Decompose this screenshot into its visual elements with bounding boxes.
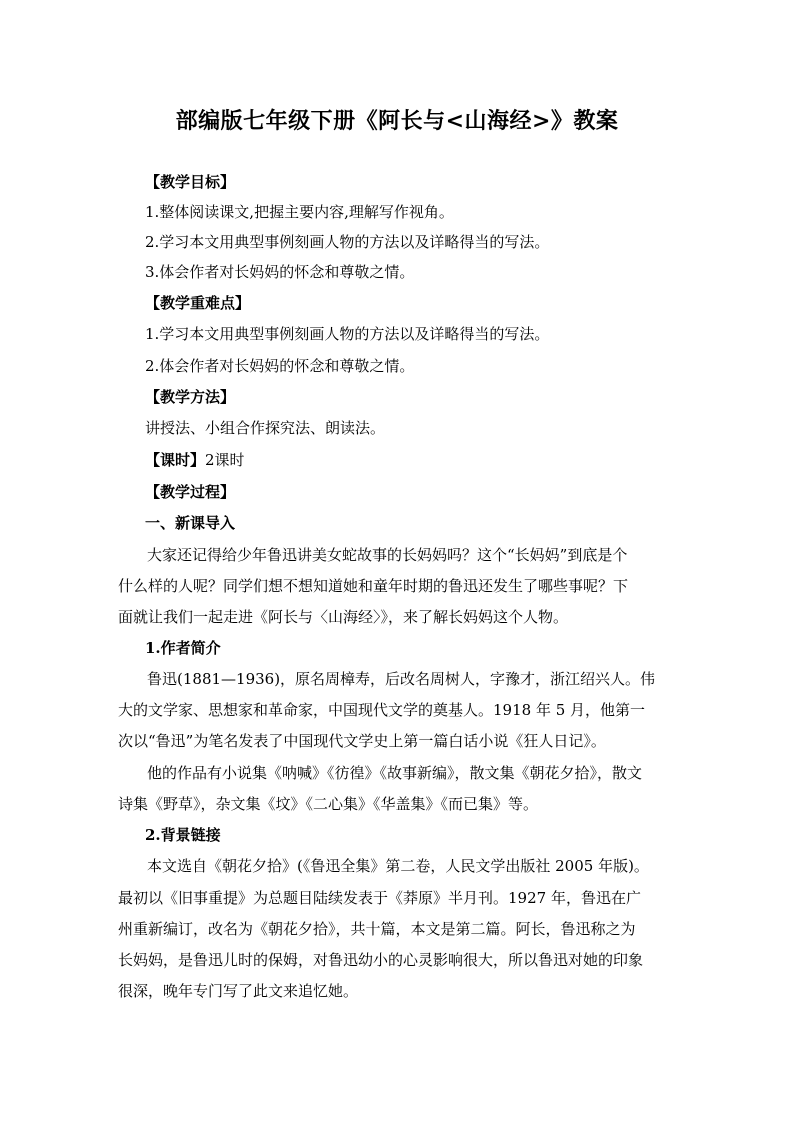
heading-teaching-goals: 【教学目标】: [145, 173, 236, 191]
hours-value: 2课时: [205, 451, 245, 469]
section-author-intro: 1.作者简介: [145, 639, 221, 657]
hours-label: 【课时】: [145, 451, 206, 469]
paragraph-intro-line-2: 什么样的人呢？同学们想不想知道她和童年时期的鲁迅还发生了哪些事呢？下: [118, 577, 629, 595]
paragraph-author-line-3: 次以“鲁迅”为笔名发表了中国现代文学史上第一篇白话小说《狂人日记》。: [118, 732, 606, 750]
hours-line: [145, 448, 245, 472]
paragraph-intro-line-3: 面就让我们一起走进《阿长与〈山海经〉》，来了解长妈妈这个人物。: [118, 608, 569, 626]
section-introduction: 一、新课导入: [145, 514, 236, 532]
goal-item-2: 2.学习本文用典型事例刻画人物的方法以及详略得当的写法。: [145, 233, 550, 251]
heading-teaching-methods: 【教学方法】: [145, 388, 236, 406]
heading-key-points: 【教学重难点】: [145, 294, 251, 312]
paragraph-background-line-5: 很深，晚年专门写了此文来追忆她。: [118, 982, 359, 1000]
paragraph-background-line-2: 最初以《旧事重提》为总题目陆续发表于《莽原》半月刊。1927 年，鲁迅在广: [118, 889, 641, 907]
section-background: 2.背景链接: [145, 826, 221, 844]
paragraph-author-line-2: 大的文学家、思想家和革命家，中国现代文学的奠基人。1918 年 5 月，他第一: [118, 701, 646, 719]
paragraph-works-line-2: 诗集《野草》，杂文集《坟》《二心集》《华盖集》《而已集》等。: [118, 795, 539, 813]
document-title: 部编版七年级下册《阿长与<山海经>》教案: [175, 108, 619, 134]
paragraph-author-line-1: 鲁迅(1881—1936)，原名周樟寿，后改名周树人，字豫才，浙江绍兴人。伟: [147, 670, 656, 688]
key-item-2: 2.体会作者对长妈妈的怀念和尊敬之情。: [145, 357, 415, 375]
paragraph-background-line-3: 州重新编订，改名为《朝花夕拾》，共十篇，本文是第二篇。阿长，鲁迅称之为: [118, 920, 636, 938]
methods-text: 讲授法、小组合作探究法、朗读法。: [145, 419, 386, 437]
paragraph-works-line-1: 他的作品有小说集《呐喊》《彷徨》《故事新编》，散文集《朝花夕拾》，散文: [147, 764, 643, 782]
paragraph-intro-line-1: 大家还记得给少年鲁迅讲美女蛇故事的长妈妈吗？这个“长妈妈”到底是个: [147, 546, 628, 564]
paragraph-background-line-1: 本文选自《朝花夕拾》(《鲁迅全集》第二卷，人民文学出版社 2005 年版)。: [147, 857, 649, 875]
paragraph-background-line-4: 长妈妈，是鲁迅儿时的保姆，对鲁迅幼小的心灵影响很大，所以鲁迅对她的印象: [118, 951, 644, 969]
goal-item-1: 1.整体阅读课文,把握主要内容,理解写作视角。: [145, 203, 454, 221]
heading-teaching-process: 【教学过程】: [145, 483, 236, 501]
key-item-1: 1.学习本文用典型事例刻画人物的方法以及详略得当的写法。: [145, 325, 550, 343]
goal-item-3: 3.体会作者对长妈妈的怀念和尊敬之情。: [145, 263, 415, 281]
